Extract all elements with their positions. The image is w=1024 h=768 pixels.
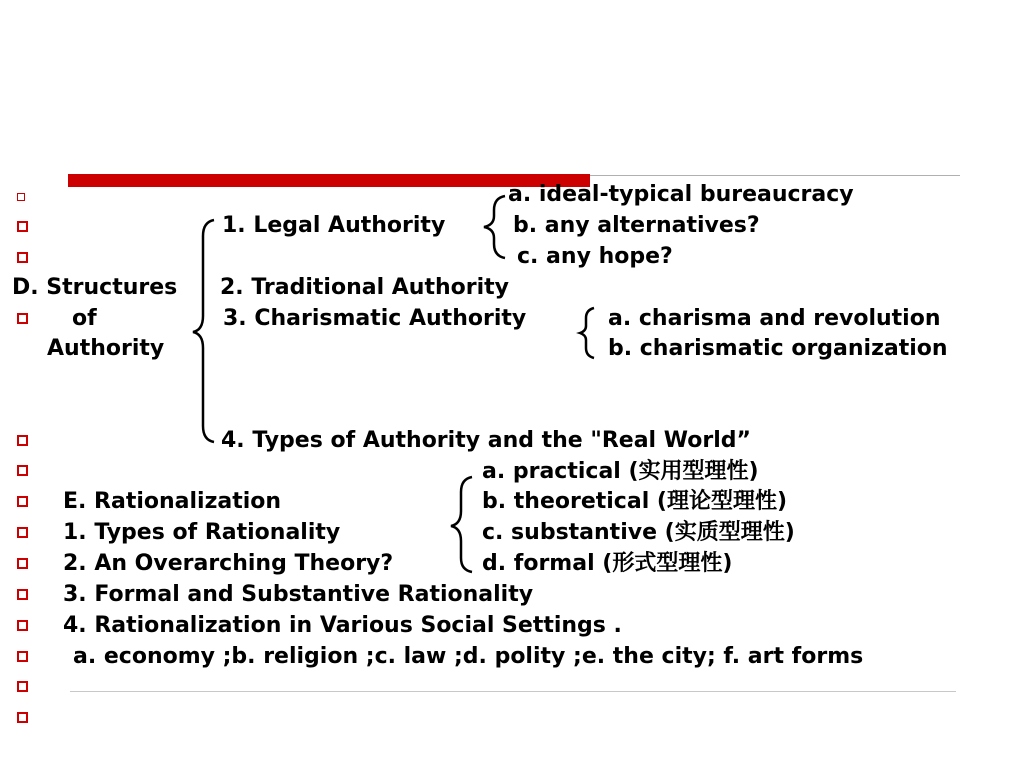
- overarching-theory: 2. An Overarching Theory?: [63, 551, 394, 576]
- brace-icon: [193, 220, 214, 442]
- traditional-authority: 2. Traditional Authority: [220, 275, 510, 300]
- brace-icon: [451, 477, 472, 572]
- section-d-heading-3: Authority: [47, 336, 165, 361]
- types-of-authority: 4. Types of Authority and the "Real World”: [221, 428, 751, 453]
- charismatic-sub-a: a. charisma and revolution: [608, 306, 941, 331]
- charismatic-sub-b: b. charismatic organization: [608, 336, 948, 361]
- brace-icon: [484, 196, 505, 258]
- brace-icon: [580, 308, 594, 358]
- section-d-heading: D. Structures: [12, 275, 178, 300]
- rationality-b: b. theoretical (理论型理性): [482, 489, 788, 514]
- settings-list: a. economy ;b. religion ;c. law ;d. polity ;e. the city; f. art forms: [73, 644, 864, 669]
- legal-authority: 1. Legal Authority: [222, 213, 446, 238]
- legal-sub-a: a. ideal-typical bureaucracy: [508, 182, 854, 207]
- section-d-heading-2: of: [72, 306, 97, 331]
- types-of-rationality: 1. Types of Rationality: [63, 520, 341, 545]
- rationality-d: d. formal (形式型理性): [482, 551, 733, 576]
- legal-sub-b: b. any alternatives?: [513, 213, 760, 238]
- charismatic-authority: 3. Charismatic Authority: [223, 306, 527, 331]
- rationality-c: c. substantive (实质型理性): [482, 520, 795, 545]
- legal-sub-c: c. any hope?: [517, 244, 673, 269]
- rationalization-settings: 4. Rationalization in Various Social Settings .: [63, 613, 622, 638]
- rationality-a: a. practical (实用型理性): [482, 459, 759, 484]
- formal-substantive: 3. Formal and Substantive Rationality: [63, 582, 534, 607]
- section-e-heading: E. Rationalization: [63, 489, 282, 514]
